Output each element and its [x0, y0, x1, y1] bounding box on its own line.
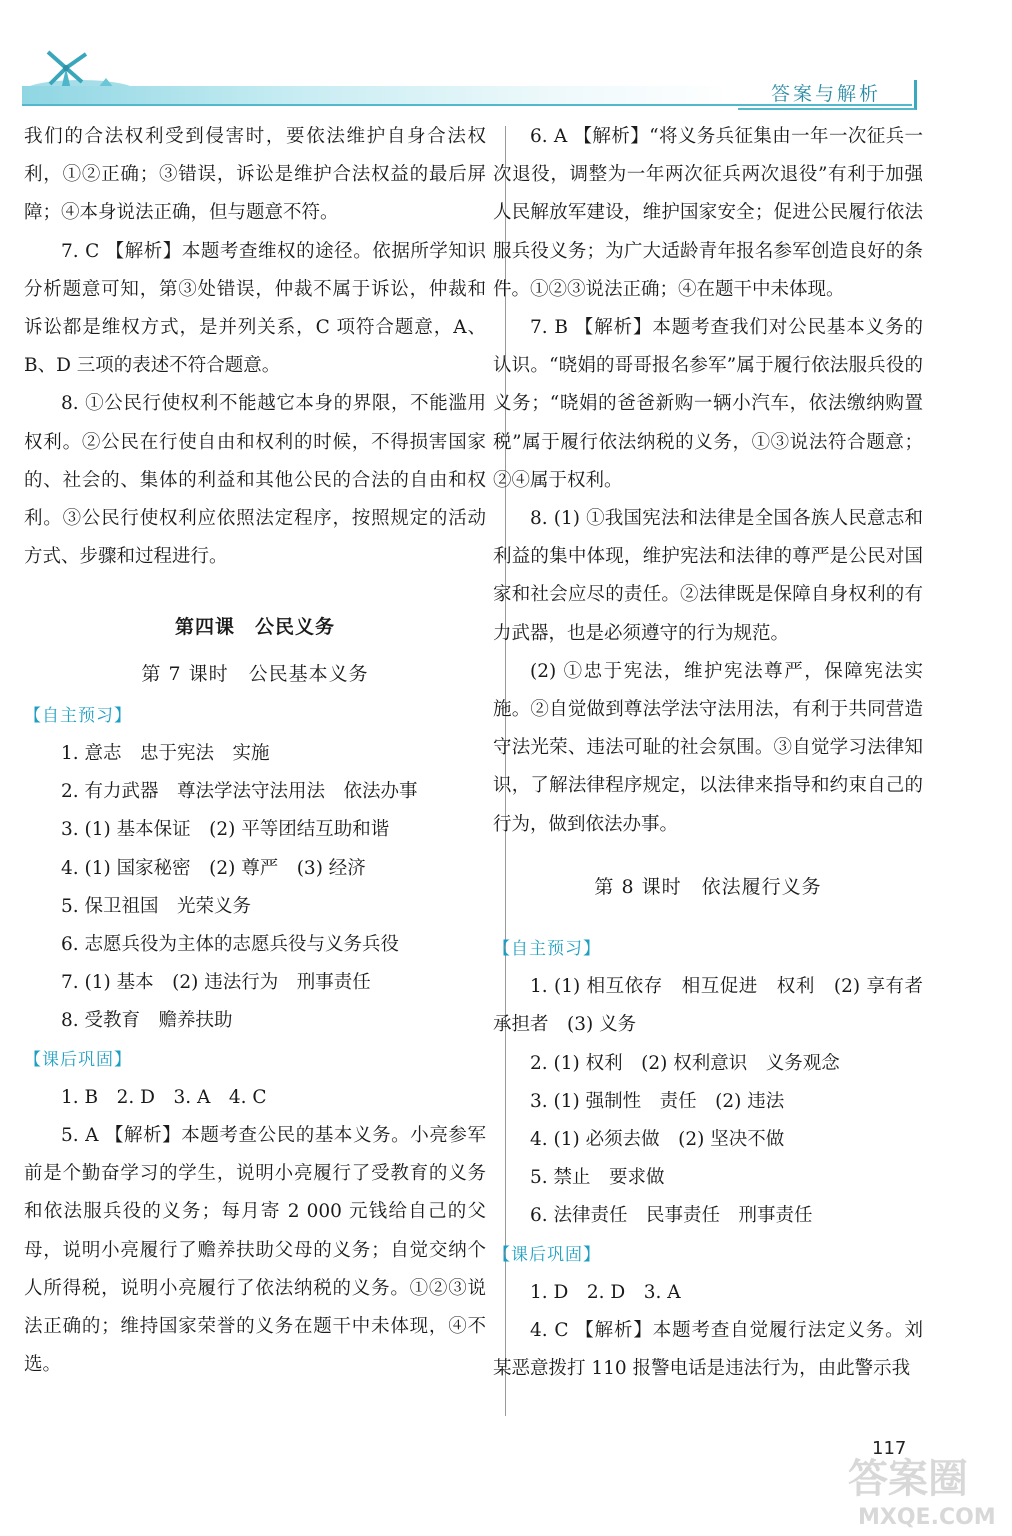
period-title: 第 7 课时 公民基本义务 [141, 662, 369, 685]
section-heading: 【自主预习】 [24, 705, 132, 726]
page-number: 117 [872, 1438, 907, 1459]
lesson-title: 第四课 公民义务 [174, 616, 335, 639]
paragraph: 6. A 【解析】“将义务兵征集由一年一次征兵一次退役，调整为一年两次征兵两次退役”有利于加强人民解放军建设，维护国家安全；促进公民履行依法服兵役义务；为广大适龄青年报名参军创造良好的条件。①②③说法正确；④在题干中未体现。 [493, 126, 923, 300]
answer-line: 2. 有力武器 尊法学法守法用法 依法办事 [61, 781, 418, 803]
answer-line: 1. B 2. D 3. A 4. C [61, 1086, 267, 1108]
paragraph: 8. ①公民行使权利不能越它本身的界限，不能滥用权利。②公民在行使自由和权利的时候，不得损害国家的、社会的、集体的利益和其他公民的合法的自由和权利。③公民行使权利应依照法定程序，按照规定的活动方式、步骤和过程进行。 [24, 393, 486, 568]
watermark-text: 答案圈 [848, 1456, 968, 1502]
watermark-logo-icon [840, 1446, 1010, 1530]
answer-line: 6. 法律责任 民事责任 刑事责任 [530, 1205, 813, 1227]
answer-line: 3. (1) 强制性 责任 (2) 违法 [530, 1090, 785, 1112]
section-heading: 【自主预习】 [493, 939, 601, 960]
left-column [24, 118, 486, 1385]
answer-line: 5. 禁止 要求做 [530, 1167, 665, 1189]
paragraph: 5. A 【解析】本题考查公民的基本义务。小亮参军前是个勤奋学习的学生，说明小亮履行了受教育的义务和依法服兵役的义务；每月寄 2 000 元钱给自己的父母，说明小亮履行了赡养扶助父母的义务；自觉交纳个人所得税，说明小亮履行了依法纳税的义务。①②③说法正确的；维持国家荣誉的义务在题干中未体现，④不选。 [24, 1125, 486, 1376]
answer-line: 3. (1) 基本保证 (2) 平等团结互助和谐 [61, 819, 390, 841]
paragraph: (2) ①忠于宪法，维护宪法尊严，保障宪法实施。②自觉做到尊法学法守法用法，有利于共同营造守法光荣、违法可耻的社会氛围。③自觉学习法律知识，了解法律程序规定，以法律来指导和约束自己的行为，做到依法办事。 [493, 660, 923, 835]
section-heading: 【课后巩固】 [493, 1244, 601, 1265]
right-column [493, 118, 942, 1389]
page-header [0, 0, 1012, 120]
paragraph: 7. C 【解析】本题考查维权的途径。依据所学知识分析题意可知，第③处错误，仲裁不属于诉讼，仲裁和诉讼都是维权方式，是并列关系，C 项符合题意，A、B、D 三项的表述不符合题意。 [24, 240, 486, 377]
header-title: 答案与解析 [738, 80, 917, 110]
period-title: 第 8 课时 依法履行义务 [594, 875, 822, 898]
paragraph: 4. C 【解析】本题考查自觉履行法定义务。刘某恶意拨打 110 报警电话是违法行为，由此警示我 [493, 1320, 923, 1380]
paragraph: 7. B 【解析】本题考查我们对公民基本义务的认识。“晓娟的哥哥报名参军”属于履行依法服兵役的义务；“晓娟的爸爸新购一辆小汽车，依法缴纳购置税”属于履行依法纳税的义务，①③说法符合题意；②④属于权利。 [493, 317, 923, 491]
answer-line: 4. (1) 国家秘密 (2) 尊严 (3) 经济 [61, 857, 366, 879]
answer-line: 1. 意志 忠于宪法 实施 [61, 743, 270, 765]
answer-line: 5. 保卫祖国 光荣义务 [61, 895, 252, 917]
answer-line: 8. 受教育 赡养扶助 [61, 1010, 233, 1032]
section-heading: 【课后巩固】 [24, 1049, 132, 1070]
answer-line: 1. D 2. D 3. A [530, 1281, 681, 1303]
answer-line: 6. 志愿兵役为主体的志愿兵役与义务兵役 [61, 934, 400, 956]
answer-line: 1. (1) 相互依存 相互促进 权利 (2) 享有者 承担者 (3) 义务 [493, 976, 942, 1036]
watermark-domain: MXQE.COM [858, 1505, 996, 1530]
paragraph: 8. (1) ①我国宪法和法律是全国各族人民意志和利益的集中体现，维护宪法和法律的尊严是公民对国家和社会应尽的责任。②法律既是保障自身权利的有力武器，也是必须遵守的行为规范。 [493, 508, 923, 644]
answer-line: 7. (1) 基本 (2) 违法行为 刑事责任 [61, 972, 371, 994]
answer-line: 4. (1) 必须去做 (2) 坚决不做 [530, 1129, 785, 1151]
answer-line: 2. (1) 权利 (2) 权利意识 义务观念 [530, 1052, 840, 1074]
paragraph: 我们的合法权利受到侵害时，要依法维护自身合法权利，①②正确；③错误，诉讼是维护合法权益的最后屏障；④本身说法正确，但与题意不符。 [24, 126, 486, 224]
